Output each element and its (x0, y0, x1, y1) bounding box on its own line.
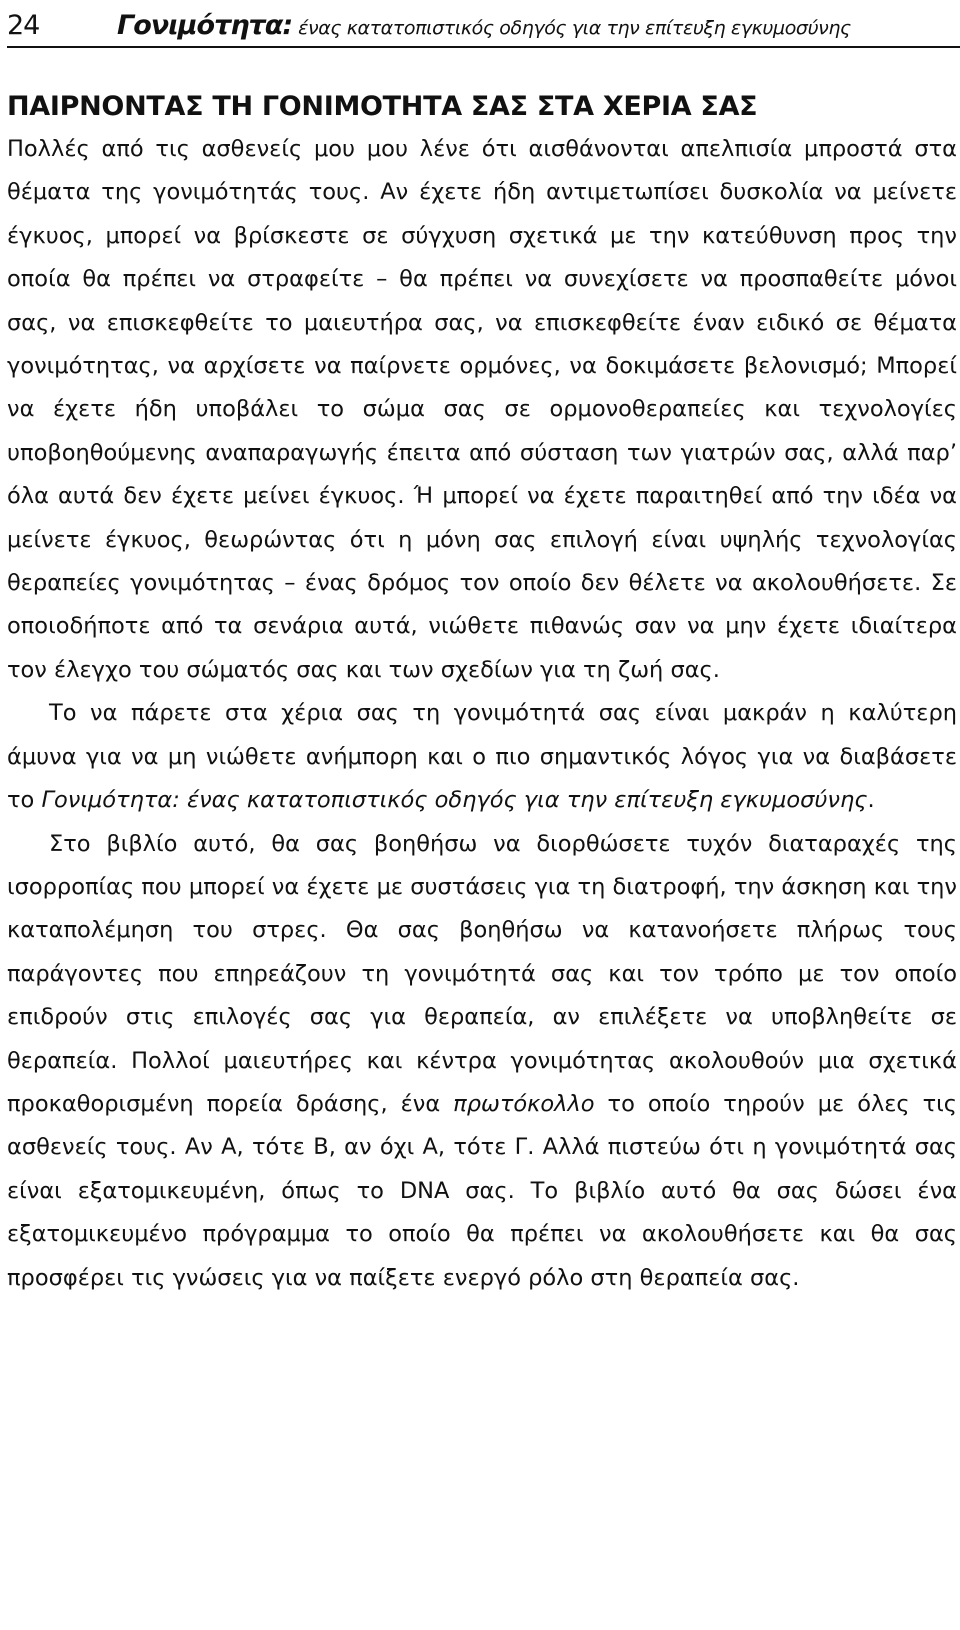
paragraph-2-book-title: Γονιμότητα: ένας κατατοπιστικός οδηγός για την επίτευξη εγκυμοσύνης (41, 787, 868, 814)
paragraph-3-protocol-term: πρωτόκολλο (453, 1090, 595, 1117)
paragraph-3 (7, 823, 957, 1300)
paragraph-2 (7, 692, 957, 822)
page-header (7, 4, 960, 48)
running-head-title: Γονιμότητα: (117, 9, 293, 41)
paragraph-2-text-start: Το να πάρετε στα χέρια σας τη γονιμότητά σας είναι μακράν η καλύτερη άμυνα για να μη νιώθετε ανήμπορη και ο πιο σημαντικός λόγος για να διαβάσετε το (7, 700, 957, 814)
paragraph-2-text-end: . (867, 787, 875, 814)
page-content (7, 85, 957, 1300)
section-heading: ΠΑΙΡΝΟΝΤΑΣ ΤΗ ΓΟΝΙΜΟΤΗΤΑ ΣΑΣ ΣΤΑ ΧΕΡΙΑ ΣΑΣ (7, 91, 758, 122)
paragraph-3-text-end: το οποίο τηρούν με όλες τις ασθενείς τους. Αν Α, τότε Β, αν όχι Α, τότε Γ. Αλλά πιστεύω ότι η γονιμότητά σας είναι εξατομικευμένη, όπως το DNA σας. Το βιβλίο αυτό θα σας δώσει ένα εξατομικευμένο πρόγραμμα το οποίο θα πρέπει να ακολουθήσετε και θα σας προσφέρει τις γνώσεις για να παίξετε ενεργό ρόλο στη θεραπεία σας. (7, 1090, 957, 1291)
running-head-subtitle: ένας κατατοπιστικός οδηγός για την επίτευξη εγκυμοσύνης (298, 16, 851, 39)
page-number: 24 (7, 9, 40, 41)
paragraph-1: Πολλές από τις ασθενείς μου μου λένε ότι αισθάνονται απελπισία μπροστά στα θέματα της γονιμότητάς τους. Αν έχετε ήδη αντιμετωπίσει δυσκολία να μείνετε έγκυος, μπορεί να βρίσκεστε σε σύγχυση σχετικά με την κατεύθυνση προς την οποία θα πρέπει να στραφείτε – θα πρέπει να συνεχίσετε να προσπαθείτε μόνοι σας, να επισκεφθείτε το μαιευτήρα σας, να επισκεφθείτε έναν ειδικό σε θέματα γονιμότητας, να αρχίσετε να παίρνετε ορμόνες, να δοκιμάσετε βελονισμό; Μπορεί να έχετε ήδη υποβάλει το σώμα σας σε ορμονοθεραπείες και τεχνολογίες υποβοηθούμενης αναπαραγωγής έπειτα από σύσταση των γιατρών σας, αλλά παρ’ όλα αυτά δεν έχετε μείνει έγκυος. Ή μπορεί να έχετε παραιτηθεί από την ιδέα να μείνετε έγκυος, θεωρώντας ότι η μόνη σας επιλογή είναι υψηλής τεχνολογίας θεραπείες γονιμότητας – ένας δρόμος τον οποίο δεν θέλετε να ακολουθήσετε. Σε οποιοδήποτε από τα σενάρια αυτά, νιώθετε πιθανώς σαν να μην έχετε ιδιαίτερα τον έλεγχο του σώματός σας και των σχεδίων για τη ζωή σας. (7, 136, 957, 683)
paragraph-3-text-start: Στο βιβλίο αυτό, θα σας βοηθήσω να διορθώσετε τυχόν διαταραχές της ισορροπίας που μπορεί να έχετε με συστάσεις για τη διατροφή, την άσκηση και την καταπολέμηση του στρες. Θα σας βοηθήσω να κατανοήσετε πλήρως τους παράγοντες που επηρεάζουν τη γονιμότητά σας και τον τρόπο με τον οποίο επιδρούν στις επιλογές σας για θεραπεία, αν επιλέξετε να υποβληθείτε σε θεραπεία. Πολλοί μαιευτήρες και κέντρα γονιμότητας ακολουθούν μια σχετικά προκαθορισμένη πορεία δράσης, ένα (7, 830, 957, 1117)
running-head (117, 10, 851, 41)
